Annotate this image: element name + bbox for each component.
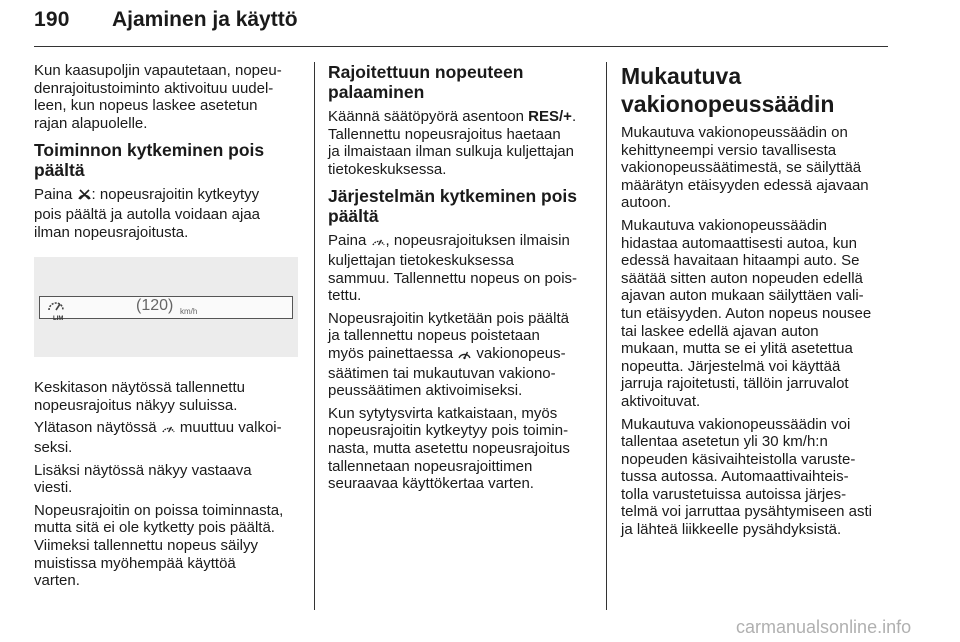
text: , nopeusrajoituksen ilmaisin kuljettajan tietokeskuksessa sammuu. Tallennettu nopeus on pois- tettu. — [328, 232, 578, 305]
section-heading: Rajoitettuun nopeuteen palaaminen — [328, 62, 524, 102]
speed-limiter-icon — [161, 421, 176, 439]
column-left — [34, 62, 302, 595]
paragraph: Lisäksi näytössä näkyy vastaava viesti. — [34, 461, 252, 497]
text: Paina — [34, 186, 77, 204]
column-divider — [606, 62, 607, 610]
paragraph: Nopeusrajoitin on poissa toiminnasta, mutta sitä ei ole kytketty pois päältä. Viimeksi tallennettu nopeus säilyy muistissa myöhempää käyttöä varten. — [34, 501, 284, 590]
section-title: Mukautuva vakionopeussäädin — [621, 63, 835, 117]
text: Ylätason näytössä — [34, 419, 161, 437]
paragraph: Kun kaasupoljin vapautetaan, nopeu- denrajoitustoiminto aktivoituu uudel- leen, kun nopeus laskee asetetun rajan alapuolelle. — [34, 62, 282, 132]
speed-limiter-icon — [371, 234, 386, 252]
text: Paina — [328, 232, 371, 250]
column-divider — [314, 62, 315, 610]
text: vakionopeus- säätimen tai mukautuvan vakiono- peussäätimen aktivoimiseksi. — [328, 344, 566, 400]
section-heading: Toiminnon kytkeminen pois päältä — [34, 140, 265, 181]
paragraph — [328, 108, 590, 178]
text: Käännä säätöpyörä asentoon — [328, 108, 529, 125]
page-header — [34, 8, 888, 46]
cruise-control-icon — [457, 347, 472, 365]
text: . Tallennettu nopeusrajoitus haetaan ja ilmaistaan ilman sulkuja kuljettajan tietokeskuksessa. — [328, 108, 577, 178]
chapter-title: Ajaminen ja käyttö — [112, 8, 298, 31]
paragraph — [328, 310, 590, 400]
paragraph: Mukautuva vakionopeussäädin voi tallentaa asetetun yli 30 km/h:n nopeuden käsivaihteistolla varuste- tussa autossa. Automaattivaihteis- tolla varustetuissa autoissa järjes- telmä voi jarruttaa pysähtymiseen asti ja lähteä liikkeelle pysähdyksistä. — [621, 415, 872, 539]
paragraph: Mukautuva vakionopeussäädin on kehittyneempi versio tavallisesta vakionopeussäätimestä, se säilyttää määrätyn etäisyyden edessä ajavaan autoon. — [621, 124, 869, 212]
column-middle — [328, 62, 590, 498]
column-right — [621, 62, 889, 544]
page-number: 190 — [34, 8, 70, 31]
speed-limiter-cancel-icon — [77, 188, 92, 206]
paragraph — [328, 232, 590, 304]
text: : nopeusrajoitin kytkeytyy pois päältä ja autolla voidaan ajaa ilman nopeusrajoitusta. — [34, 186, 261, 241]
header-rule — [34, 46, 888, 47]
paragraph: Kun sytytysvirta katkaistaan, myös nopeusrajoitin kytkeytyy pois toimin- nasta, mutta asetettu nopeusrajoitus tallennetaan nopeusrajoittimen seuraavaa käyttökertaa varten. — [328, 404, 570, 493]
paragraph — [34, 419, 302, 456]
watermark: carmanualsonline.info — [736, 617, 912, 637]
display-illustration — [34, 257, 298, 357]
speed-unit: km/h — [180, 307, 198, 317]
text: Nopeusrajoitin kytketään pois päältä ja tallennettu nopeus poistetaan myös painettaessa — [328, 309, 569, 362]
paragraph: Mukautuva vakionopeussäädin hidastaa automaattisesti autoa, kun edessä havaitaan hitaampi auto. Se säätää sitten auton nopeuden edellä ajavan auton mukaan säilyttäen vali- tun etäisyyden. Auton nopeus nousee tai laskee edellä ajavan auton mukaan, mutta se ei ylitä asetettua nopeutta. Järjestelmä voi käyttää jarruja rajoitetusti, tällöin jarruvalot aktivoituvat. — [621, 216, 872, 410]
lim-label: LIM — [53, 316, 64, 323]
button-label-res: RES/+ — [528, 108, 572, 125]
stored-speed: (120) — [136, 297, 174, 315]
paragraph: Keskitason näytössä tallennettu nopeusrajoitus näkyy suluissa. — [34, 379, 245, 414]
text: muuttuu valkoi- seksi. — [34, 419, 282, 456]
section-heading: Järjestelmän kytkeminen pois päältä — [328, 186, 577, 227]
speed-limit-display — [39, 296, 293, 323]
paragraph — [34, 186, 302, 241]
